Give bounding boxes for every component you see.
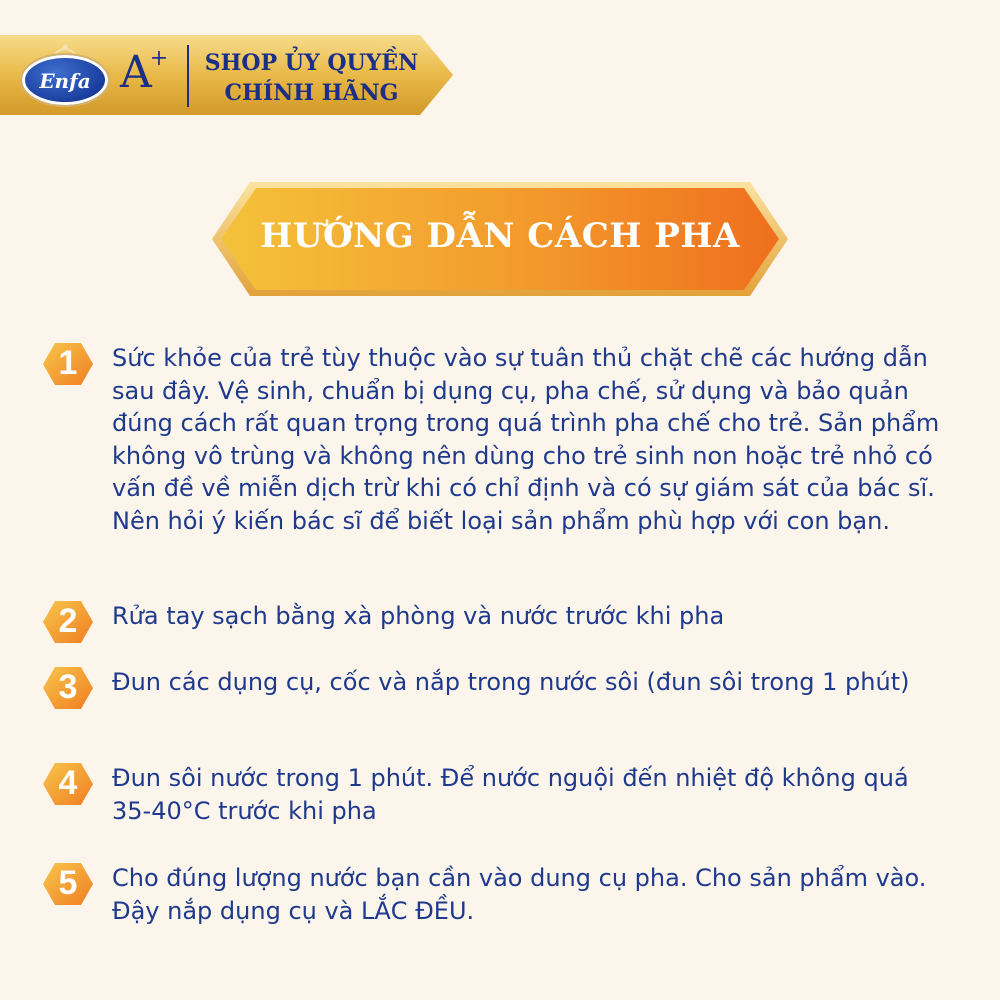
step-number: 5 xyxy=(58,864,78,902)
step-number: 3 xyxy=(58,668,78,706)
brand-banner xyxy=(0,35,455,115)
step-number-badge xyxy=(42,862,94,906)
step-number: 4 xyxy=(58,764,78,802)
step-number-badge xyxy=(42,666,94,710)
step-text: Cho đúng lượng nước bạn cần vào dung cụ pha. Cho sản phẩm vào. Đậy nắp dụng cụ và LẮC ĐỀU. xyxy=(112,864,927,925)
step-text: Rửa tay sạch bằng xà phòng và nước trước khi pha xyxy=(112,602,725,630)
step-number-badge xyxy=(42,600,94,644)
shop-line-1: SHOP ỦY QUYỀN xyxy=(204,50,419,76)
logo-word: Enfa xyxy=(39,69,91,93)
enfa-logo xyxy=(22,49,108,105)
shop-line-2: CHÍNH HÃNG xyxy=(224,80,399,106)
step-number: 2 xyxy=(58,602,78,640)
step-text: Sức khỏe của trẻ tùy thuộc vào sự tuân thủ chặt chẽ các hướng dẫn sau đây. Vệ sinh, chuẩn bị dụng cụ, pha chế, sử dụng và bảo quản đúng cách rất quan trọng trong quá trình pha chế cho trẻ. Sản phẩm không vô trùng và không nên dùng cho trẻ sinh non hoặc trẻ nhỏ có vấn đề về miễn dịch trừ khi có chỉ định và có sự giám sát của bác sĩ. Nên hỏi ý kiến bác sĩ để biết loại sản phẩm phù hợp với con bạn. xyxy=(112,344,940,535)
page-title: HƯỚNG DẪN CÁCH PHA xyxy=(260,216,740,256)
product-mark-plus: + xyxy=(149,46,169,72)
step-number: 1 xyxy=(58,344,78,382)
step-number-badge xyxy=(42,762,94,806)
title-badge xyxy=(210,180,790,298)
step-text: Đun các dụng cụ, cốc và nắp trong nước sôi (đun sôi trong 1 phút) xyxy=(112,668,910,696)
step-number-badge xyxy=(42,342,94,386)
authorized-shop-label xyxy=(194,48,429,108)
step-text: Đun sôi nước trong 1 phút. Để nước nguội đến nhiệt độ không quá 35-40°C trước khi pha xyxy=(112,764,909,825)
brand-divider xyxy=(187,45,189,107)
product-mark xyxy=(120,46,170,98)
product-mark-letter: A xyxy=(120,47,152,98)
